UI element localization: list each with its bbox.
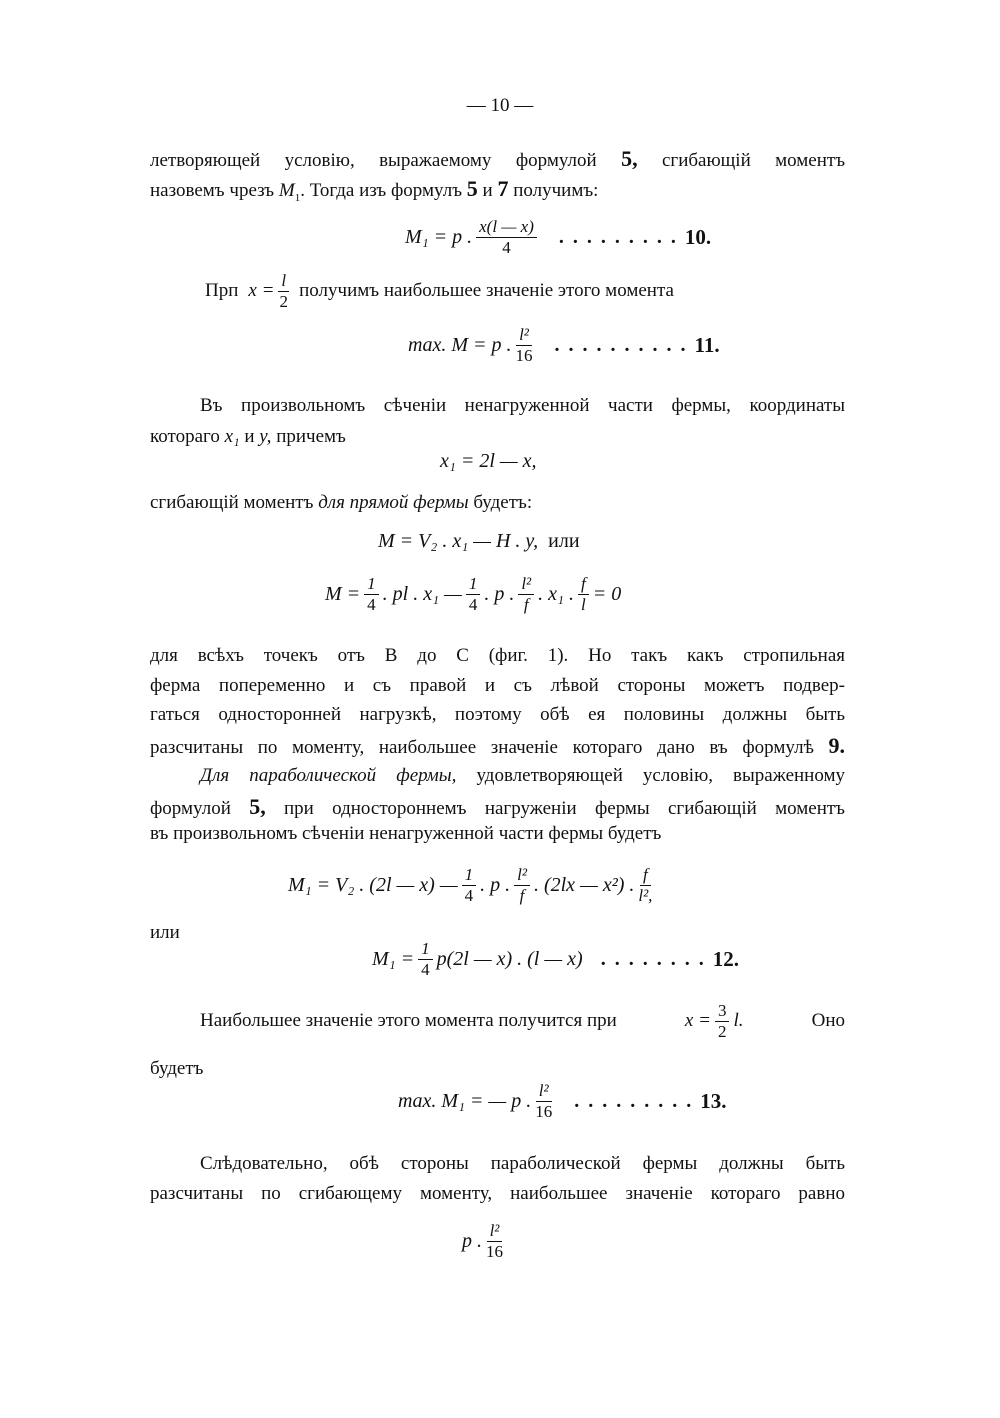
variable: M	[278, 180, 295, 201]
variable: l.	[733, 1010, 744, 1032]
denominator: 4	[468, 594, 478, 614]
equation-m-expanded	[325, 575, 621, 614]
eq-lhs: max. M = p .	[408, 333, 512, 356]
text: получимъ:	[513, 180, 599, 201]
numerator: 1	[364, 575, 379, 595]
denominator: l²,	[638, 885, 653, 905]
text-line-18: разсчитаны по сгибающему моменту, наибольшее значеніе котораго равно	[150, 1183, 845, 1204]
eq-lhs: p .	[462, 1229, 482, 1252]
text: и	[244, 426, 255, 447]
fraction	[515, 326, 532, 365]
fraction	[418, 940, 433, 979]
fraction	[514, 866, 530, 905]
text-line-2: назовемъ чрезъ $M_1$. Тогда изъ формулъ 5 и 7 получимъ:	[150, 176, 599, 204]
eq-lhs: max. M₁ = — p .	[398, 1089, 532, 1112]
numerator: 1	[418, 940, 433, 960]
text: сгибающій моментъ	[661, 150, 846, 171]
formula-ref: 7	[497, 176, 509, 201]
eq-rhs: p(2l — x) . (l — x)	[436, 947, 583, 970]
inline-formula	[685, 1002, 744, 1041]
variable: x =	[248, 280, 275, 302]
text-line-13: въ произвольномъ сѣченіи ненагруженной части фермы будетъ	[150, 823, 662, 844]
text-line-9: гаться односторонней нагрузкѣ, поэтому обѣ ея половины должны быть	[150, 704, 845, 725]
text-line-12	[150, 794, 845, 821]
numerator: f	[578, 575, 589, 595]
text: назовемъ чрезъ	[150, 180, 275, 201]
denominator: 16	[486, 1241, 503, 1261]
denominator: 2	[279, 291, 289, 311]
text: при одностороннемъ нагруженіи фермы сгибающій моментъ	[284, 798, 845, 819]
numerator: l²	[518, 575, 534, 595]
numerator: l²	[514, 866, 530, 886]
formula-ref: 5,	[621, 146, 638, 171]
formula-ref: 5,	[249, 794, 266, 819]
text: формулой	[150, 798, 231, 819]
numerator: l²	[536, 1082, 552, 1102]
equation-number: 10.	[684, 224, 712, 249]
equation-number: 13.	[700, 1088, 727, 1113]
eq-expression: M = V₂ . x₁ — H . y,	[378, 530, 539, 552]
equation-12	[372, 940, 739, 979]
text-line-4: Въ произвольномъ сѣченіи ненагруженной части фермы, координаты	[200, 395, 845, 416]
fraction	[364, 575, 379, 614]
fraction	[466, 575, 481, 614]
text-line-5	[150, 426, 346, 449]
leader-dots: .........	[558, 225, 685, 248]
text: разсчитаны по моменту, наибольшее значеніе котораго дано въ формулѣ	[150, 737, 814, 758]
numerator: f	[640, 866, 651, 886]
eq-lhs: M₁ =	[372, 947, 415, 970]
text: Прп	[205, 280, 239, 302]
eq-part: . (2lx — x²) .	[533, 873, 635, 896]
eq-lhs: M₁ = V₂ . (2l — x) —	[288, 873, 458, 896]
text-line-3	[205, 272, 674, 311]
eq-part: . p .	[480, 873, 511, 896]
text: или	[548, 530, 580, 552]
denominator: f	[523, 594, 529, 614]
leader-dots: ........	[600, 947, 713, 970]
equation-13	[398, 1082, 726, 1121]
denominator: 4	[421, 959, 430, 979]
equation-m1-parabolic	[288, 866, 656, 905]
equation-final	[462, 1222, 507, 1261]
denominator: 16	[515, 345, 533, 365]
text: котораго	[150, 426, 220, 447]
fraction	[535, 1082, 552, 1121]
numerator: 3	[715, 1002, 730, 1022]
text: Наибольшее значеніе этого момента получится при	[200, 1010, 617, 1032]
denominator: l	[581, 594, 586, 614]
text: удовлетворяющей условію, выраженному	[476, 765, 846, 786]
text: и	[482, 180, 493, 201]
numerator: l²	[516, 326, 532, 346]
text-line-15	[200, 1002, 845, 1041]
formula-ref: 5	[466, 176, 478, 201]
text: получимъ наибольшее значеніе этого момента	[299, 280, 674, 302]
denominator: 16	[535, 1101, 553, 1121]
text: . Тогда изъ формулъ	[300, 180, 463, 201]
numerator: l²	[487, 1222, 503, 1242]
text-line-17: Слѣдовательно, обѣ стороны параболической фермы должны быть	[200, 1153, 845, 1174]
text-line-1	[150, 146, 845, 173]
equation-m-straight	[378, 530, 580, 553]
denominator: 4	[464, 885, 474, 905]
variable: x =	[684, 1010, 711, 1032]
fraction	[462, 866, 477, 905]
numerator: l	[278, 272, 289, 292]
text-line-6	[150, 492, 532, 515]
eq-part: . pl . x₁ —	[382, 582, 462, 605]
numerator: x(l — x)	[476, 218, 537, 238]
equation-number: 12.	[712, 946, 739, 971]
text-line-8: ферма попеременно и съ правой и съ лѣвой стороны можетъ подвер-	[150, 675, 845, 696]
fraction	[486, 1222, 503, 1261]
eq-lhs: M =	[325, 582, 361, 605]
eq-part: . x₁ .	[538, 582, 574, 605]
text: сгибающій моментъ	[150, 492, 314, 513]
numerator: 1	[462, 866, 477, 886]
leader-dots: .........	[574, 1089, 701, 1112]
text: причемъ	[276, 426, 346, 447]
text-line-7: для всѣхъ точекъ отъ B до C (фиг. 1). Но такъ какъ стропильная	[150, 645, 845, 666]
text-line-14: или	[150, 922, 180, 943]
eq-part: = 0	[592, 582, 622, 605]
text-line-11	[200, 765, 845, 788]
fraction	[518, 575, 534, 614]
fraction	[278, 272, 289, 311]
text: летворяющей условію, выражаемому формулой	[150, 150, 597, 171]
equation-10	[405, 218, 711, 257]
equation-11	[408, 326, 720, 365]
denominator: f	[519, 885, 525, 905]
equation-number: 11.	[694, 332, 720, 357]
numerator: 1	[466, 575, 481, 595]
page-number: — 10 —	[466, 95, 534, 116]
emphasis: Для параболической фермы,	[200, 765, 457, 786]
fraction	[578, 575, 589, 614]
text: Оно	[811, 1010, 845, 1032]
denominator: 2	[717, 1021, 727, 1041]
text-line-16: будетъ	[150, 1058, 204, 1079]
eq-lhs: M₁ = p .	[405, 225, 473, 248]
fraction	[638, 866, 652, 905]
emphasis: для прямой фермы	[318, 492, 469, 513]
fraction	[476, 218, 537, 257]
formula-ref: 9.	[828, 733, 846, 758]
variable: y,	[259, 426, 272, 447]
fraction	[715, 1002, 730, 1041]
eq-part: . p .	[484, 582, 515, 605]
leader-dots: ..........	[554, 333, 695, 356]
denominator: 4	[502, 237, 511, 257]
text: будетъ:	[473, 492, 533, 513]
variable: x₁	[224, 426, 240, 447]
denominator: 4	[367, 594, 376, 614]
text-line-10	[150, 733, 845, 760]
equation-x1: x₁ = 2l — x,	[440, 450, 537, 472]
